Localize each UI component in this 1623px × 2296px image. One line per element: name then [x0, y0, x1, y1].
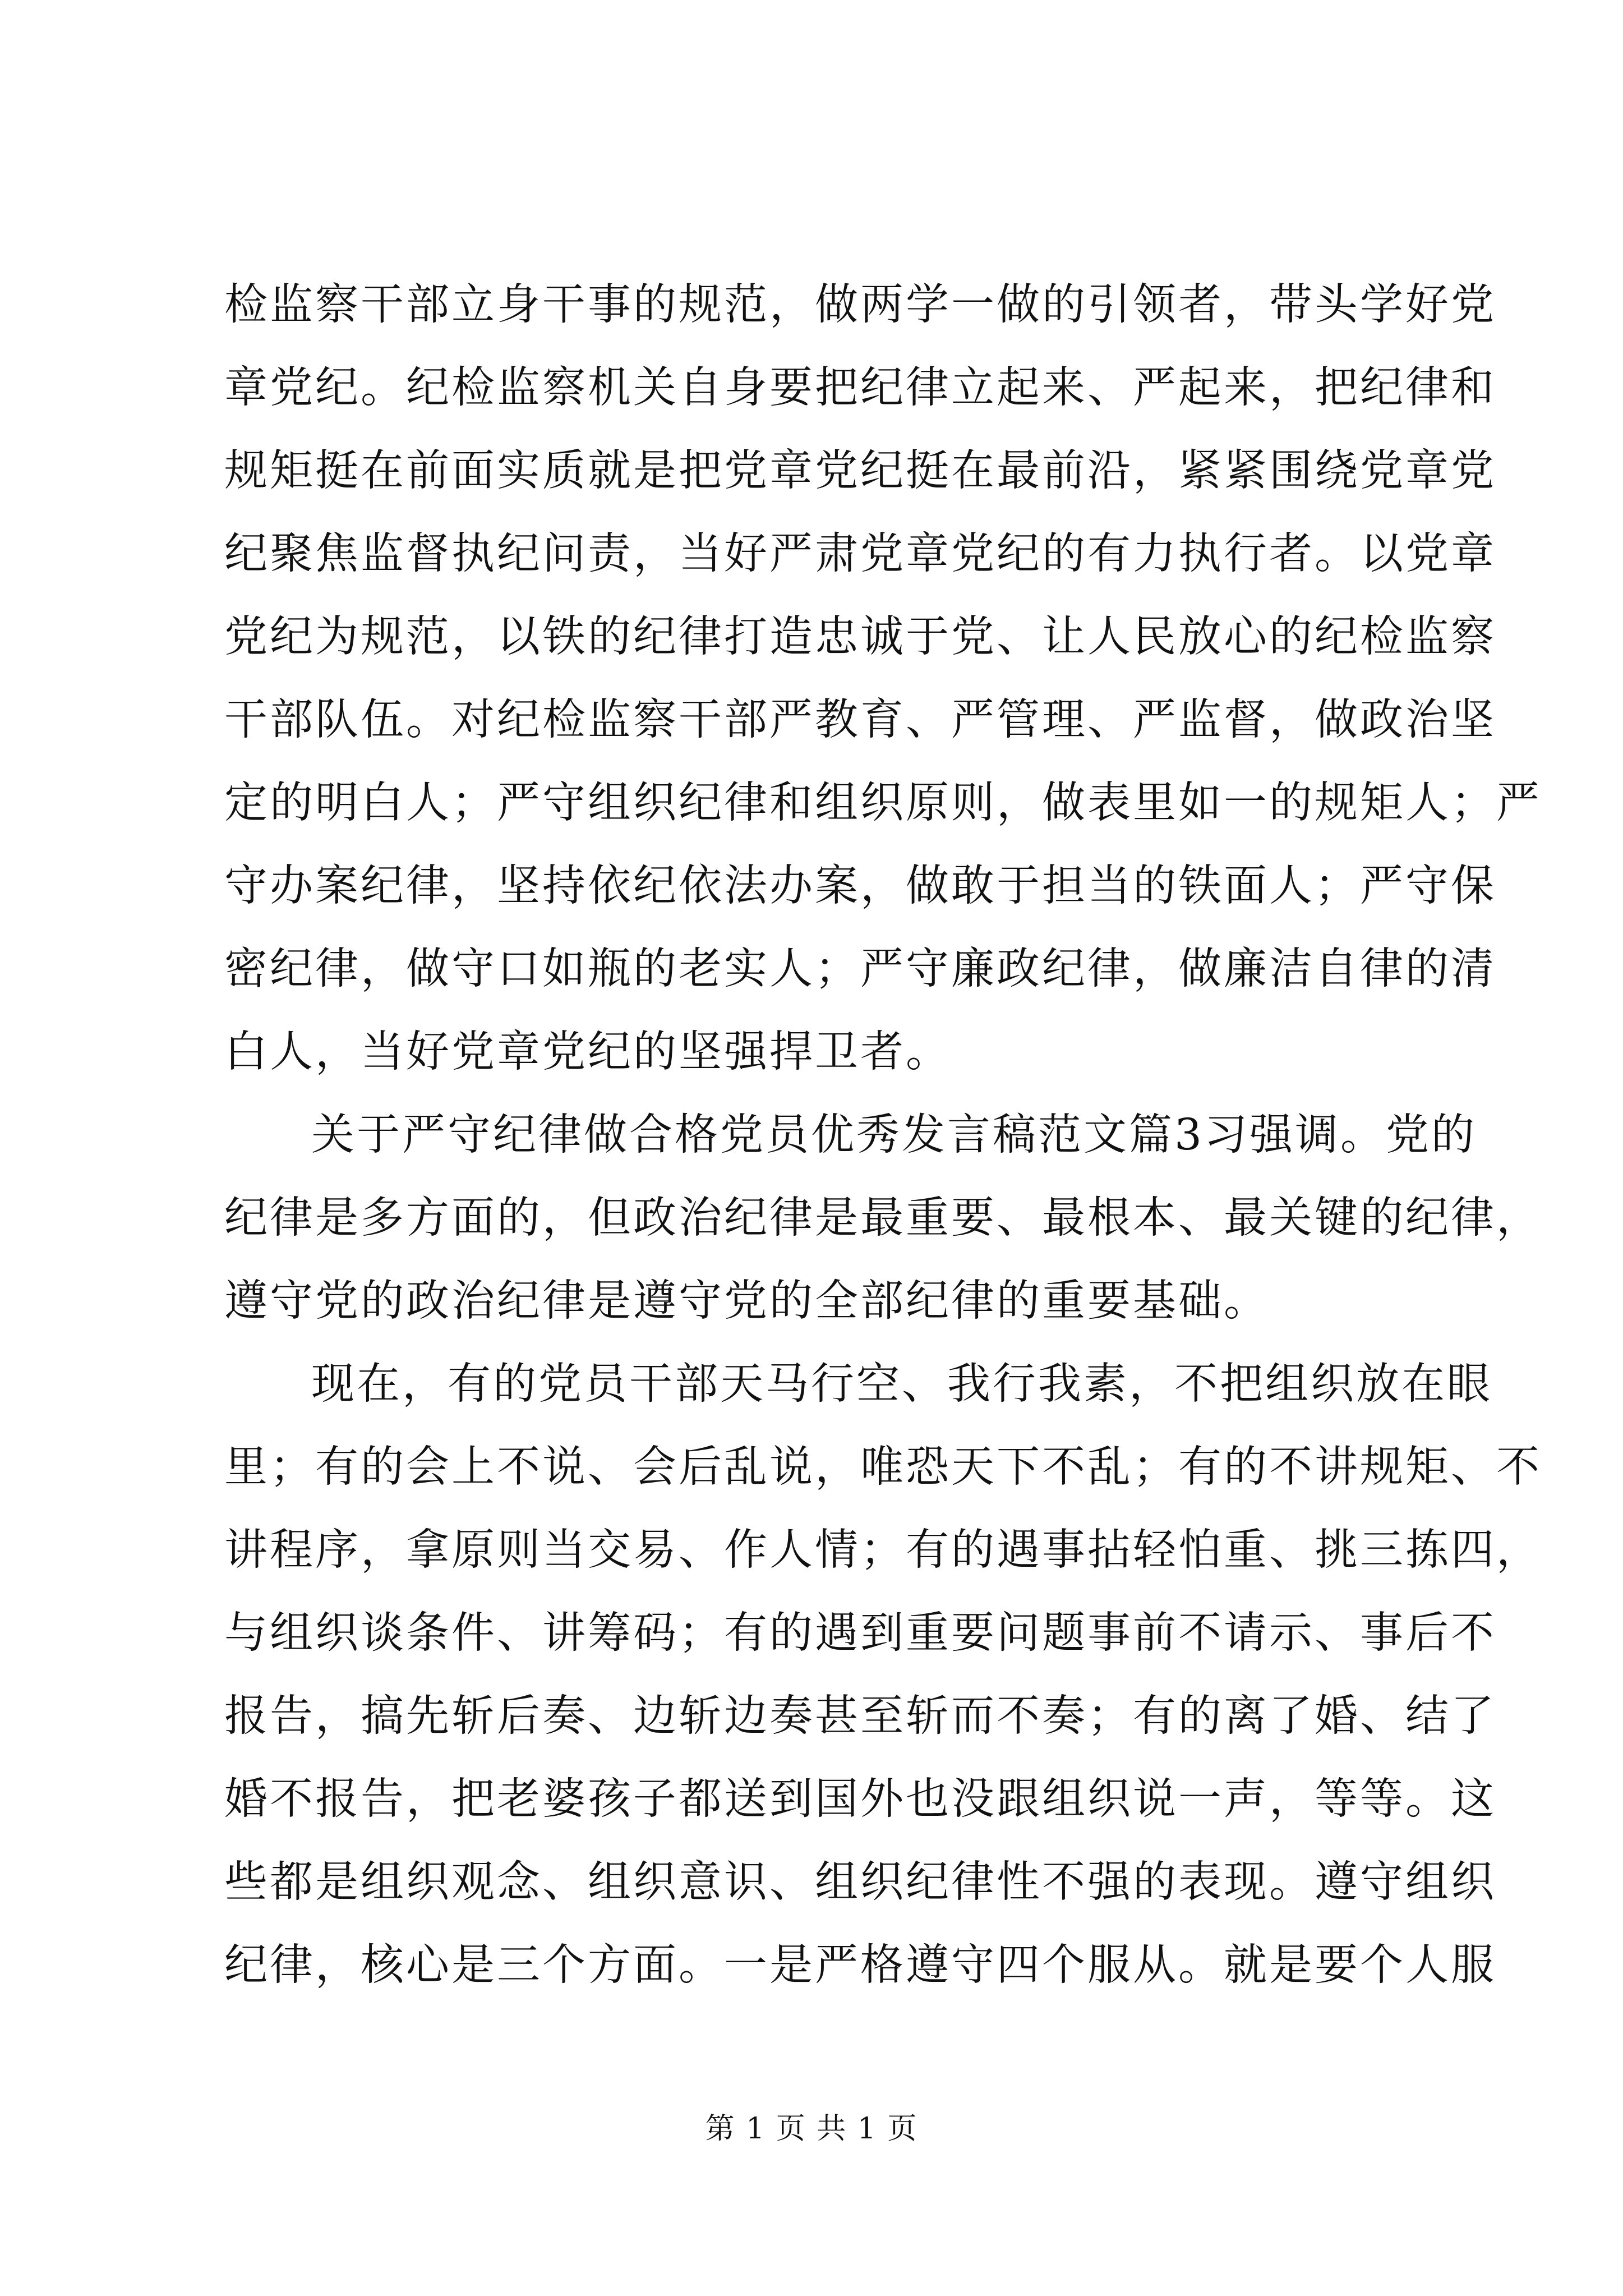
text-line: 纪律，核心是三个方面。一是严格遵守四个服从。就是要个人服: [224, 1940, 1496, 1990]
text-line: 党纪为规范，以铁的纪律打造忠诚于党、让人民放心的纪检监察: [224, 612, 1496, 662]
text-line: 关于严守纪律做合格党员优秀发言稿范文篇3习强调。党的: [311, 1110, 1477, 1160]
text-line: 规矩挺在前面实质就是把党章党纪挺在最前沿，紧紧围绕党章党: [224, 446, 1496, 496]
page-number-label: 第 1 页 共 1 页: [705, 2112, 918, 2146]
text-line: 现在，有的党员干部天马行空、我行我素，不把组织放在眼: [311, 1359, 1492, 1409]
text-line: 讲程序，拿原则当交易、作人情；有的遇事拈轻怕重、挑三拣四，: [224, 1525, 1542, 1575]
text-line: 婚不报告，把老婆孩子都送到国外也没跟组织说一声，等等。这: [224, 1774, 1496, 1824]
text-line: 纪聚焦监督执纪问责，当好严肃党章党纪的有力执行者。以党章: [224, 529, 1496, 579]
text-line: 里；有的会上不说、会后乱说，唯恐天下不乱；有的不讲规矩、不: [224, 1442, 1542, 1492]
text-line: 遵守党的政治纪律是遵守党的全部纪律的重要基础。: [224, 1276, 1269, 1326]
page-footer: [0, 2109, 1623, 2148]
paragraph-3: [224, 1343, 1542, 2007]
paragraph-2: [224, 1094, 1542, 1343]
text-line: 白人，当好党章党纪的坚强捍卫者。: [224, 1027, 951, 1077]
document-body: [224, 264, 1542, 2007]
text-line: 些都是组织观念、组织意识、组织纪律性不强的表现。遵守组织: [224, 1857, 1496, 1907]
text-line: 报告，搞先斩后奏、边斩边奏甚至斩而不奏；有的离了婚、结了: [224, 1691, 1496, 1741]
text-line: 定的明白人；严守组织纪律和组织原则，做表里如一的规矩人；严: [224, 778, 1542, 828]
text-line: 章党纪。纪检监察机关自身要把纪律立起来、严起来，把纪律和: [224, 363, 1496, 413]
text-line: 与组织谈条件、讲筹码；有的遇到重要问题事前不请示、事后不: [224, 1608, 1496, 1658]
text-line: 干部队伍。对纪检监察干部严教育、严管理、严监督，做政治坚: [224, 695, 1496, 745]
text-line: 密纪律，做守口如瓶的老实人；严守廉政纪律，做廉洁自律的清: [224, 944, 1496, 994]
text-line: 检监察干部立身干事的规范，做两学一做的引领者，带头学好党: [224, 280, 1496, 330]
paragraph-1: [224, 264, 1542, 1094]
text-line: 纪律是多方面的，但政治纪律是最重要、最根本、最关键的纪律，: [224, 1193, 1542, 1243]
text-line: 守办案纪律，坚持依纪依法办案，做敢于担当的铁面人；严守保: [224, 861, 1496, 911]
